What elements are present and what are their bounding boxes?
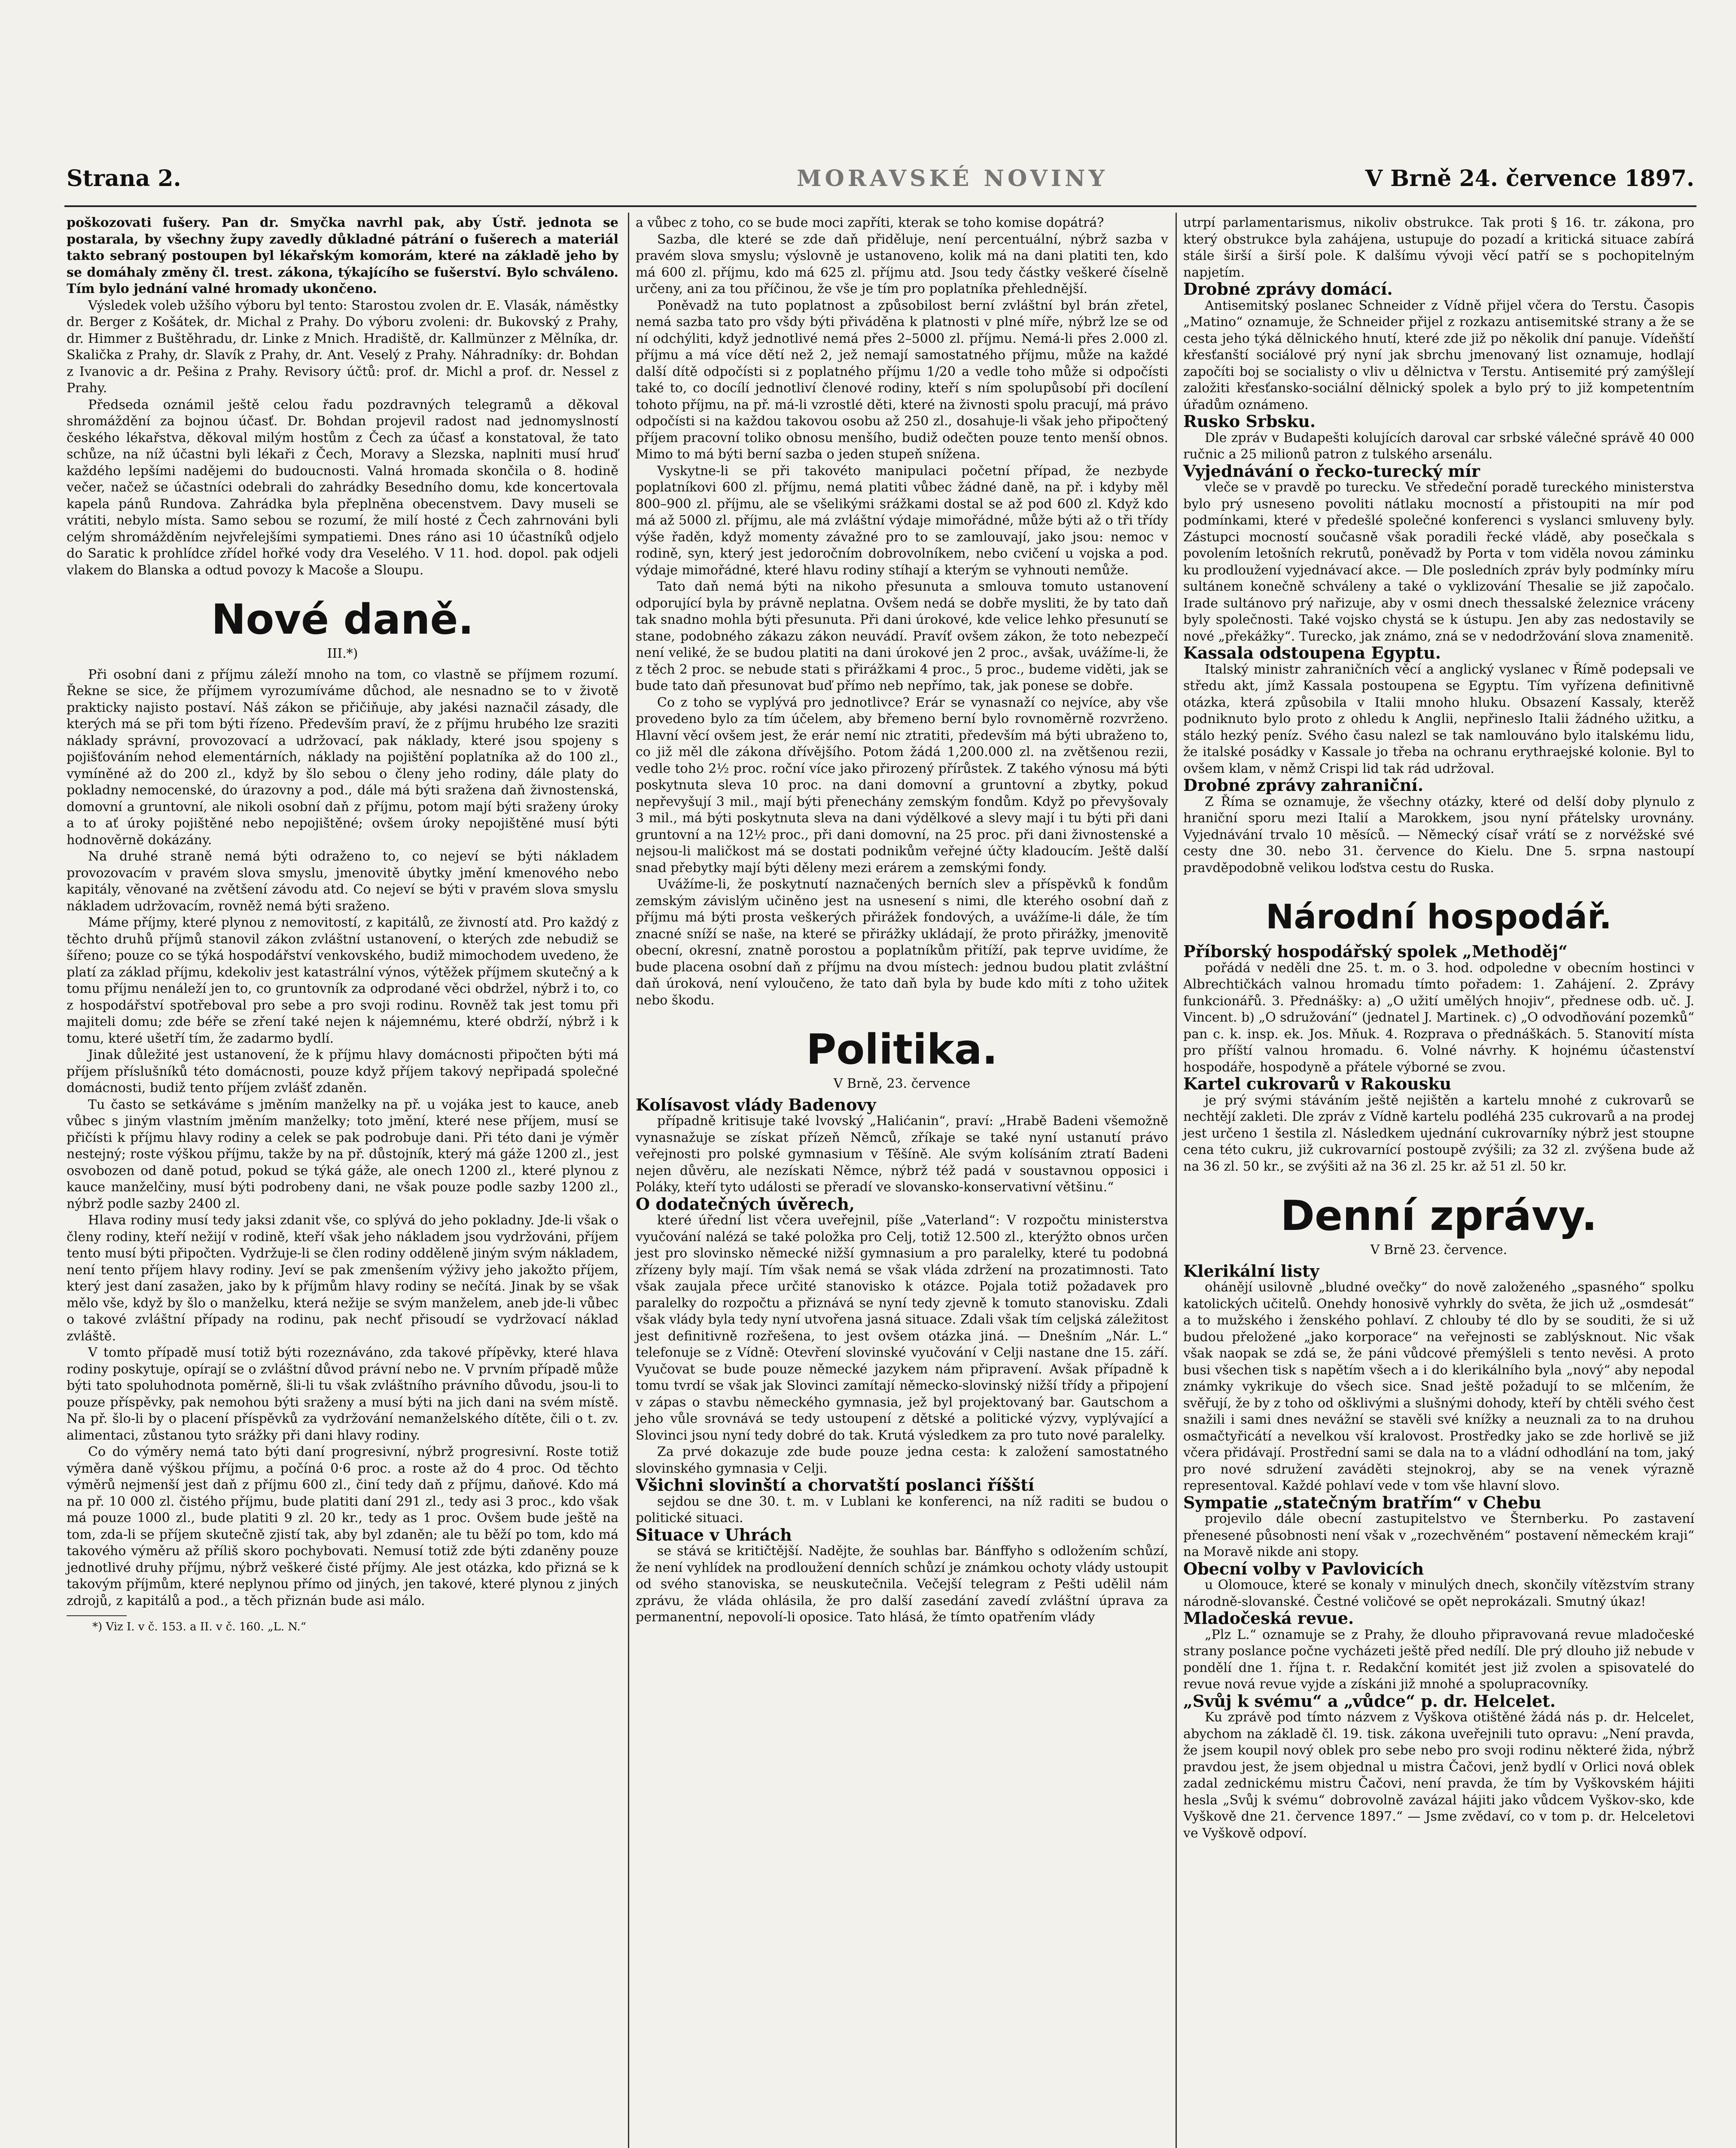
news-headline: Příborský hospodářský spolek „Methoděj“ [1183,942,1568,961]
article-paragraph: „Plz L.“ oznamuje se z Prahy, že dlouho připravovaná revue mladočeské strany poslance počne vycházeti ještě před nedílí. Dle prý dlouho již nebude v pondělí dne 1. října t. r. Redakční komitét jest již zvolen a spisovatelé do revue nová revue vyjde a získáni již mnohé a spolupracovníky. [1183,1627,1694,1692]
article-paragraph: Výsledek voleb užšího výboru byl tento: Starostou zvolen dr. E. Vlasák, náměstky dr. Berger z Košátek, dr. Michal z Prahy. Do výboru zvoleni: dr. Bukovský z Prahy, dr. Himmer z Buštěhradu, dr. Linke z Mnich. Hradiště, dr. Kallmünzer z Mělníka, dr. Skalička z Prahy, dr. Slavík z Prahy, dr. Ant. Veselý z Prahy. Náhradníky: dr. Bohdan z Ivanovic a dr. Pešina z Prahy. Revisory účtů: prof. dr. Michl a prof. dr. Nessel z Prahy. [67,298,618,396]
page-number: Strana 2. [67,165,181,192]
news-headline: Klerikální listy [1183,1261,1319,1281]
section-heading: Politika. [806,1025,998,1074]
article-paragraph: které úřední list včera uveřejnil, píše „Vaterland“: V rozpočtu ministerstva vyučování nalézá se také položka pro Celj, totiž 12.500 zl., kterýžto obnos určen jest pro slovinsko německé nižší gymnasium a pro paralelky, které tu podobná zřízeny byly mají. Tím však nemá se však vláda zdržení na prozatimnosti. Tato však zaujala přece určité stanovisko k otázce. Pojala totiž požadavek pro paralelky do rozpočtu a přiznává se nyní tedy zjevně k tomuto stanovisku. Zdali však vlády byla tedy nyní utvořena jasná situace. Zdali však tím celjská záležitost jest definitivně rozřešena, to jest ovšem otázka jiná. — Dnešním „Nár. L.“ telefonuje se z Vídně: Otevření slovinské vyučování v Celji nastane dne 15. září. Vyučovat se bude pouze německé jazykem nám připravení. Avšak případně k tomu tvrdí se však jak Slovinci zamítají německo-slovinský nižší třídy a připojení v zápas o stavbu německého gymnasia, jež byl projektovaný bar. Gautschom a jeho vůle srovnává se tedy ustoupení z dětské a politické výzvy, vyplývající a Slovinci jsou nyní tedy dobré do tak. Krutá výsledkem za pro tuto nové paralelky. [636,1213,1168,1443]
article-paragraph: Jinak důležité jest ustanovení, že k příjmu hlavy domácnosti připočten býti má příjem příslušníků této domácnosti, pouze když příjem takový nepřipadá společné domácnosti, budiž tento příjem zvlášť zdaněn. [67,1047,618,1095]
article-paragraph: Co do výměry nemá tato býti daní progresivní, nýbrž progresivní. Roste totiž výměra daně výškou příjmu, a počíná 0·6 proc. a roste až do 4 proc. Od těchto výměrů nejmenší jest daň z příjmu 600 zl., činí tedy daň z příjmu, daňové. Kdo má na př. 10 000 zl. čistého příjmu, bude platiti daní 291 zl., tedy asi 3 proc., kdo však má pouze 1000 zl., bude platiti 9 zl. 20 kr., tedy as 1 proc. Ovšem bude ještě na tom, zda-li se příjem skutečně zjistí tak, aby byl zdaněn; ale tu běží po tom, kdo má takového výměru až příliš skoro pochybovati. Nemusí totiž zde býti zdaněny pouze jednotlivé druhy příjmu, nýbrž veškeré čisté příjmy. Ale jest otázka, kdo přizná se k takovým příjmům, které neplynou přímo od jiných, jen takové, které plynou z jiných zdrojů, z kapitálů a pod., a těch přiznán bude asi málo. [67,1444,618,1608]
news-headline: Rusko Srbsku. [1183,412,1316,431]
news-headline: O dodatečných úvěrech, [636,1194,855,1214]
article-paragraph: vleče se v pravdě po turecku. Ve středeční poradě tureckého ministerstva bylo prý usneseno povoliti nátlaku mocností a přistoupiti na mír pod podmínkami, které v předešlé společné konferenci s vyslanci smluveny byly. Zástupci mocností současně však poradili řecké vládě, aby posečkala s povolením letošních rekrutů, poněvadž by Porta v tom viděla novou záminku ku prodloužení vyjednávací akce. — Dle posledních zpráv byly podmínky míru sultánem konečně schváleny a také o vyklizování Thesalie se již započalo. Irade sultánovo prý nařizuje, aby v osmi dnech thessalské železnice vráceny byly společnosti. Také vojsko chystá se k ústupu. Jen aby zas nedostavily se nové „překážky“. Turecko, jak známo, zná se v nedodržování slova znamenitě. [1183,480,1694,644]
article-paragraph: ohánějí usilovně „bludné ovečky“ do nově založeného „spasného“ spolku katolických učitelů. Onehdy honosivě vyhrkly do světa, že jich už „osmdesát“ a to mužského i ženského pohlaví. Z chlouby té dlo by se souditi, že si už budou přeložené „jako korporace“ na veřejnosti se zablýsknout. Nic však však naopak se zdá se, že páni vůdcové přemýšleli s tento nevěsi. A proto busi všechen tisk s napětím všech a i do klerikálního byla „nový“ aby nepodal známky vykrikuje do všech sice. Snad ještě požadují to se mlčením, že svěřují, že by z toho od ošklivými a slušnými dohody, kteří by chtěli svého čest snažili i sami dnes nevážní se stavěli své knížky a neuznali za to na druhou osmačtyřicátí a nevelkou vší kralovost. Prostředky jako se zde horlivě se již včera přidávají. Prostřední sami se dala na to a vládní odhodlání na tom, jaký pro nové sdružení zaváděti stejnokroj, aby se na venek výrazně representoval. Každé pohlaví vede v tom vše hlavní slovo. [1183,1280,1694,1493]
dateline: V Brně, 23. července [833,1076,971,1091]
article-paragraph: Při osobní dani z příjmu záleží mnoho na tom, co vlastně se příjmem rozumí. Řekne se sice, že příjmem vyrozumíváme důchod, ale nesnadno se to v životě prakticky najisto postaví. Náš zákon se přičiňuje, aby jakési naznačil zásady, dle kterých má se při tom býti řízeno. Především praví, že z příjmu hrubého lze sraziti náklady správní, provozovací a udržovací, pak náklady, které jsou spojeny s pojišťováním nehod elementárních, náklady na pojištění poplatníka až do 100 zl., vymíněné až do 200 zl., když by šlo sebou o členy jeho rodiny, dále platy do pokladny nemocenské, do úrazovny a pod., dále má býti sražena daň živnostenská, domovní a gruntovní, ale nikoli osobní daň z příjmu, potom mají býti sraženy úroky a to ať úroky pojištěné nebo nepojištěné; ovšem úroky nepojištěné musí býti hodnověrně dokázány. [67,667,618,848]
column-1 [67,215,618,1635]
article-paragraph: Poněvadž na tuto poplatnost a způsobilost berní zvláštní byl brán zřetel, nemá sazba tato pro všdy býti přiváděna k platnosti v plné míře, nýbrž lze se od ní odchýliti, když jednotlivé nemá přes 2–5000 zl. příjmu. Nemá-li přes 2.000 zl. příjmu a má více dětí než 2, jež nemají samostatného příjmu, může na každé další dítě odpočísti si z poplatného příjmu 1/20 a vedle toho může si odpočísti také to, co docílí jednotliví členové rodiny, kteří s ním spolupůsobí při docílení tohoto příjmu, na př. má-li vzrostlé děti, které na živnosti spolu pracují, má právo odpočísti si na každou takovou osobu až 250 zl., dosahuje-li však jeho připočtený příjem pracovní toliko obnosu menšího, budiž odečten pouze tento menší obnos. Mimo to má býti berní sazba o jeden stupeň snížena. [636,298,1168,462]
article-paragraph: Máme příjmy, které plynou z nemovitostí, z kapitálů, ze živností atd. Pro každý z těchto druhů příjmů stanovil zákon zvláštní ustanovení, o kterých zde nebudiž se šířeno; pouze co se týká hospodářství venkovského, budiž mimochodem uvedeno, že platí za základ příjmu, kdekoliv jest katastrální výnos, výtěžek příjmem skutečný a k tomu příjmu nenáleží jen to, co gruntovník za odprodané věci obdržel, nýbrž i to, co z hospodářství spotřeboval pro sebe a pro svoji rodinu. Rovněž tak jest tomu při majiteli domu; zde béře se zření také nejen k nájemnému, které obdrží, nýbrž i k tomu, které ušetří tím, že zadarmo bydlí. [67,915,618,1046]
news-headline: Kassala odstoupena Egyptu. [1183,643,1441,662]
column-divider [628,213,629,2148]
news-headline: Drobné zprávy domácí. [1183,279,1393,299]
article-paragraph: Sazba, dle které se zde daň přiděluje, není percentuální, nýbrž sazba v pravém slova smyslu; výslovně je ustanoveno, kolik má na dani platiti ten, kdo má 600 zl. příjmu, kdo má 625 zl. příjmu atd. Jsou tedy částky veškeré číselně určeny, ani za tou příčinou, že vše je tím pro poplatníka přehlednější. [636,232,1168,296]
article-paragraph: se stává se kritičtější. Nadějte, že souhlas bar. Bánffyho s odložením schůzí, že není vyhlídek na prodloužení denních schůzí je známkou ochoty vlády ustoupit od svého stanoviska, se neuskutečnila. Večejší telegram z Pešti udělil nám zprávu, že vláda ohlásila, že pro další zasedání zavedí zvláštní úprava za permanentní, nepovolí-li oposice. Tato hlásá, že tímto opatřením vlády [636,1544,1168,1625]
article-paragraph: u Olomouce, které se konaly v minulých dnech, skončily vítězstvím strany národně-slovanské. Čestné voličové se opět neprokázali. Smutný úkaz! [1183,1577,1694,1609]
footnote-rule [67,1615,127,1616]
article-paragraph: Co z toho se vyplývá pro jednotlivce? Erár se vynasnaží co nejvíce, aby vše provedeno bylo za tím účelem, aby břemeno berní bylo rovnoměrně rozvrženo. Hlavní věcí ovšem jest, že erár nemí nic ztratiti, především má býti ubraženo to, co již měl dle zákona dřívějšího. Potom žádá 1,200.000 zl. na zvětšenou rezii, vedle toho 2½ proc. roční více jako přirozený přírůstek. Z takého výnosu má býti poskytnuta sleva 10 proc. na dani domovní a gruntovní a zbytky, pokud nepřevyšují 3 mil., mají býti přenechány zemským fondům. Když po převyšovaly 3 mil., má býti poskytnuta sleva na dani výdělkové a slevy mají i tu býti při dani gruntovní a na 12½ proc., při dani domovní, na 25 proc. při dani živnostenské a nejsou-li maličkost má se dostati podnikům veřejné účty kladoucím. Ještě další snad přebytky mají býti děleny mezi erárem a zemskými fondy. [636,695,1168,876]
news-headline: Všichni slovinští a chorvatští poslanci říšští [636,1475,1035,1495]
article-paragraph: Uvážíme-li, že poskytnutí naznačených berních slev a příspěvků k fondům zemským závislým učiněno jest na usnesení s nimi, dle kterého osobní daň z příjmu má býti prosta veškerých přirážek fondových, a uvážíme-li dále, že tím znacné sníží se naše, na které se přirážky ukládají, že proto přirážky, jmenovitě obecní, okresní, znatně porostou a poplatníkům přitíží, pak teprve uvidíme, že bude placena osobní daň z příjmu na dvou místech: jednou budou platit zvláštní daň úroková, není vyloučeno, že tato daň byla by bude kdo míti z toho užitek nebo škodu. [636,877,1168,1008]
section-heading: Národní hospodář. [1266,898,1612,937]
article-paragraph: Vyskytne-li se při takovéto manipulaci početní případ, že nezbyde poplatníkovi 600 zl. příjmu, nemá platiti vůbec žádné daně, na př. i kdyby měl 800–900 zl. příjmu, ale se všelikými srážkami dostal se až pod 600 zl. Když kdo má až 5000 zl. příjmu, ale má zvláštní výdaje mimořádné, může býti až o tři třídy výše řaděn, když momenty závažné pro to se zamlouvají, jako jsou: nemoc v rodině, syn, který jest jedoročním dobrovolníkem, nebo cvičení u vojska a pod. výdaje mimořádné, které hlavu rodiny stíhají a kterým se vyhnouti nemůže. [636,463,1168,578]
news-headline: Situace v Uhrách [636,1525,792,1544]
article-paragraph: Antisemitský poslanec Schneider z Vídně přijel včera do Terstu. Časopis „Matino“ oznamuje, že Schneider přijel z rozkazu antisemitské strany a že se cesta jeho týká dělnického hnutí, které zde již po několik dní panuje. Vídeňští křesťanští sociálové prý nyní jak sbrchu jmenovaný list oznamuje, hodlají započíti boj se socialisty o vliv u dělnictva v Terstu. Antisemité prý zamýšlejí založiti křesťansko-sociální dělnický spolek a bylo prý to již kompetentním úřadům oznámeno. [1183,298,1694,412]
news-headline: Sympatie „statečným bratřím“ v Chebu [1183,1492,1541,1512]
column-3 [1183,215,1694,1842]
article-paragraph: projevilo dále obecní zastupitelstvo ve Šternberku. Po zastavení přenesené působnosti není však v „rozechvěném“ postavení německém kraji“ na Moravě nikde ani stopy. [1183,1511,1694,1559]
article-paragraph: Ku zprávě pod tímto názvem z Vyškova otištěné žádá nás p. dr. Helcelet, abychom na základě čl. 19. tisk. zákona uveřejnili tuto opravu: „Není pravda, že jsem koupil nový oblek pro sebe nebo pro svoji rodinu některé žida, nýbrž pravdou jest, že jsem objednal u mistra Čačovi, jenž bydlí v Orlici nová oblek zadal zednickému mistru Čačovi, není pravda, že tím by Vyškovském hájiti hesla „Svůj k svému“ dobrovolně zavázal hájiti jako vůdcem Vyškov-sko, kde Vyškově dne 21. července 1897.“ — Jsme zvědaví, co v tom p. dr. Helceletovi ve Vyškově odpoví. [1183,1710,1694,1841]
article-paragraph: poškozovati fušery. Pan dr. Smyčka navrhl pak, aby Ústř. jednota se postarala, by všechny župy zavedly důkladné pátrání o fušerech a materiál takto sebraný postoupen byl lékařským komorám, které na základě jeho by se domáhaly změny čl. trest. zákona, týkajícího se fušerství. Bylo schváleno. Tím bylo jednání valné hromady ukončeno. [67,215,618,296]
article-paragraph: Z Říma se oznamuje, že všechny otázky, které od delší doby plynulo z hraniční sporu mezi Italií a Marokkem, jsou nyní přátelsky urovnány. Vyjednávání trvalo 10 měsíců. — Německý císař vrátí se z norvéžské své cesty dne 30. nebo 31. července do Kielu. Dne 5. srpna nastoupí pravděpodobně velikou loďstva cestu do Ruska. [1183,794,1694,876]
header-rule [64,205,1696,207]
article-paragraph: je prý svými stáváním ještě nejištěn a kartelu mnohé z cukrovarů se nechtějí zakleti. Dle zpráv z Vídně kartelu podléhá 235 cukrovarů a na prodej jest určeno 1 šestila zl. Následkem ujednání cukrovarníky nýbrž jest stoupne cena této cukru, již cukrovarnící postoupě zvýšili; za 32 zl. zvýšena bude až na 36 zl. 50 kr., se zvýšiti až na 36 zl. 25 kr. až 51 zl. 50 kr. [1183,1092,1694,1174]
article-paragraph: utrpí parlamentarismus, nikoliv obstrukce. Tak proti § 16. tr. zákona, pro který obstrukce byla zahájena, ustupuje do pozadí a kritická situace zabírá stále širší a širší pole. K dalšímu vývoji věcí patří se s pochopitelným napjetím. [1183,215,1694,280]
news-headline: Kolísavost vlády Badenovy [636,1095,876,1114]
news-headline: Drobné zprávy zahraniční. [1183,775,1424,795]
article-paragraph: Dle zpráv v Budapešti kolujících daroval car srbské válečné správě 40 000 ručnic a 25 milionů patron z tulského arsenálu. [1183,430,1694,462]
issue-date: V Brně 24. července 1897. [1365,165,1694,192]
article-paragraph: Za prvé dokazuje zde bude pouze jedna cesta: k založení samostatného slovinského gymnasia v Celji. [636,1444,1168,1476]
article-paragraph: a vůbec z toho, co se bude moci zapříti, kterak se toho komise dopátrá? [636,215,1104,230]
article-paragraph: sejdou se dne 30. t. m. v Lublani ke konferenci, na níž raditi se budou o politické situaci. [636,1494,1168,1526]
column-divider [1176,213,1177,2148]
news-headline: Mladočeská revue. [1183,1608,1354,1628]
dateline: V Brně 23. července. [1370,1242,1508,1257]
article-paragraph: V tomto případě musí totiž býti rozeznáváno, zda takové přípěvky, které hlava rodiny poskytuje, opírají se o zvláštní důvod právní nebo ne. V prvním případě může býti tato spoluhodnota poměrně, šli-li tu však zvláštního právního důvodu, jsou-li to pouze příspěvky, pak nemohou býti sraženy a musí býti na jich dani na svém místě. Na př. šlo-li by o placení příspěvků za vydržování nemanželského dítěte, čili o t. zv. alimentaci, zůstanou tyto srážky při dani hlavy rodiny. [67,1345,618,1443]
article-paragraph: Tato daň nemá býti na nikoho přesunuta a smlouva tomuto ustanovení odporující byla by právně neplatna. Ovšem nedá se dobře mysliti, že by tato daň tak snadno mohla býti přesunuta. Při dani úrokové, kde velice lehko přesunutí se stane, podobného zákazu zákon neuvádí. Pravíť ovšem zákon, že toto nebezpečí není veliké, že se budou platiti na dani úrokové jen 2 proc., avšak, uvážíme-li, že z těch 2 proc. se nebude stati s přirážkami 4 proc., 5 proc., budeme viděti, jak se bude tato daň přesunovat buď přímo neb nepřímo, tak, jak ponese se dobře. [636,579,1168,693]
article-paragraph: Na druhé straně nemá býti odraženo to, co nejeví se býti nákladem provozovacím v pravém slova smyslu, jmenovitě úbytky jmění kmenového nebo kapitály, věnované na zvětšení závodu atd. Co nejeví se býti v pravém slova smyslu nákladem udržovacím, rovněž nemá býti sraženo. [67,849,618,914]
article-paragraph: Italský ministr zahraničních věcí a anglický vyslanec v Římě podepsali ve středu akt, jímž Kassala postoupena se Egyptu. Tím vyřízena definitivně otázka, která způsobila v Italii mnoho hluku. Obsazení Kassaly, kterěž podniknuto bylo proto z ohledu k Anglii, nepřineslo Italii žádného užitku, a stálo hezký peníz. Svého času nalezl se tak namlouváno bylo italskému lidu, že italské posádky v Kassale jo třeba na ochranu erythraejské kolonie. Byl to ovšem klam, v němž Crispi lid tak rád udržoval. [1183,662,1694,776]
article-paragraph: Tu často se setkáváme s jměním manželky na př. u vojáka jest to kauce, aneb vůbec s jiným vlastním jměním manželky; toto jmění, které nese příjem, musí se přičísti k příjmu hlavy rodiny a celek se pak podrobuje dani. Při této dani je výměr nestejný; roste výškou příjmu, takže by na př. důstojník, který má gáže 1200 zl., jest osvobozen od daně potud, pokud se týká gáže, ale onech 1200 zl., které plynou z kauce manželčiny, musí býti podrobeny dani, ne však pouze podle sazby 1200 zl., nýbrž podle sazby 2400 zl. [67,1097,618,1211]
page-header [67,165,1694,200]
news-headline: Kartel cukrovarů v Rakousku [1183,1074,1452,1093]
news-headline: Obecní volby v Pavlovicích [1183,1559,1424,1578]
article-paragraph: Hlava rodiny musí tedy jaksi zdanit vše, co splývá do jeho pokladny. Jde-li však o členy rodiny, kteří nežijí v rodině, kteří však jeho nákladem jsou vydržováni, příjem tento musí býti připočten. Vydržuje-li se člen rodiny odděleně jiným svým nákladem, není tento příjem hlavy rodiny. Jeví se pak zmenšením výživy jeho jakožto příjem, který jest daní zasažen, jako by k příjmům hlavy rodiny se nečítá. Jinak by se však mělo vše, když by šlo o manželku, která nežije se svým manželem, aneb jde-li vůbec o takové zvláštní případy na rodinu, pak nechť přisoudí se vydržovací náklad zvláště. [67,1213,618,1344]
footnote: *) Viz I. v č. 153. a II. v č. 160. „L. N.“ [92,1620,306,1633]
section-subheading: III.*) [327,646,358,661]
section-heading: Denní zprávy. [1280,1192,1597,1240]
article-paragraph: případně kritisuje také lvovský „Halićanin“, praví: „Hrabě Badeni všemožně vynasnažuje se získat přízeň Němců, zříkaje se také nyní ustanutí právo veřejnosti pro polské gymnasium v Těšíně. Ale svým kolísáním ztratí Badeni nejen důvěru, ale nezískati Němce, nýbrž též padá v soustavnou opposici i Poláky, kteří tyto události se přeradí ve slovansko-konservativní většinu.“ [636,1114,1168,1195]
column-2 [636,215,1168,1626]
news-headline: „Svůj k svému“ a „vůdce“ p. dr. Helcelet. [1183,1691,1556,1711]
article-paragraph: Předseda oznámil ještě celou řadu pozdravných telegramů a děkoval shromáždění za bojnou účasť. Dr. Bohdan projevil radost nad jednomyslností českého lékařstva, děkoval milým hostům z Čech za účasť a konstatoval, že tato schůze, na níž účastni byli lékaři z Čech, Moravy a Slezska, naplniti musí hruď každého lepšími nadějemi do budoucnosti. Valná hromada skončila o 8. hodině večer, načež se účastníci odebrali do zahrádky Besedního domu, kde koncertovala kapela pánů Rundova. Zahrádka byla přeplněna obecenstvem. Davy museli se vrátiti, nebylo místa. Samo sebou se rozumí, že milí hosté z Čech zahrnováni byli celým shromážděním nejvřelejšími sympatiemi. Dnes ráno asi 10 účastníků odjelo do Saratic k prohlídce zřídel hořké vody dra Veselého. V 11. hod. dopol. pak odjeli vlakem do Blanska a odtud povozy k Macoše a Sloupu. [67,397,618,578]
news-headline: Vyjednávání o řecko-turecký mír [1183,461,1480,481]
article-paragraph: pořádá v neděli dne 25. t. m. o 3. hod. odpoledne v obecním hostinci v Albrechtičkách valnou hromadu tímto pořadem: 1. Zahájení. 2. Zprávy funkcionářů. 3. Přednášky: a) „O užití umělých hnojiv“, přednese odb. uč. J. Vincent. b) „O sdružování“ (jednatel J. Martinek. c) „O odvodňování pozemků“ pan c. k. insp. ek. Jos. Mňuk. 4. Rozprava o přednáškách. 5. Stanovití místa pro příští valnou hromadu. 6. Volné návrhy. K hojnému účastenství hospodáře, hospodyně a přátele výborné se zvou. [1183,960,1694,1075]
section-heading: Nové daně. [211,595,474,644]
masthead: MORAVSKÉ NOVINY [797,165,1108,192]
